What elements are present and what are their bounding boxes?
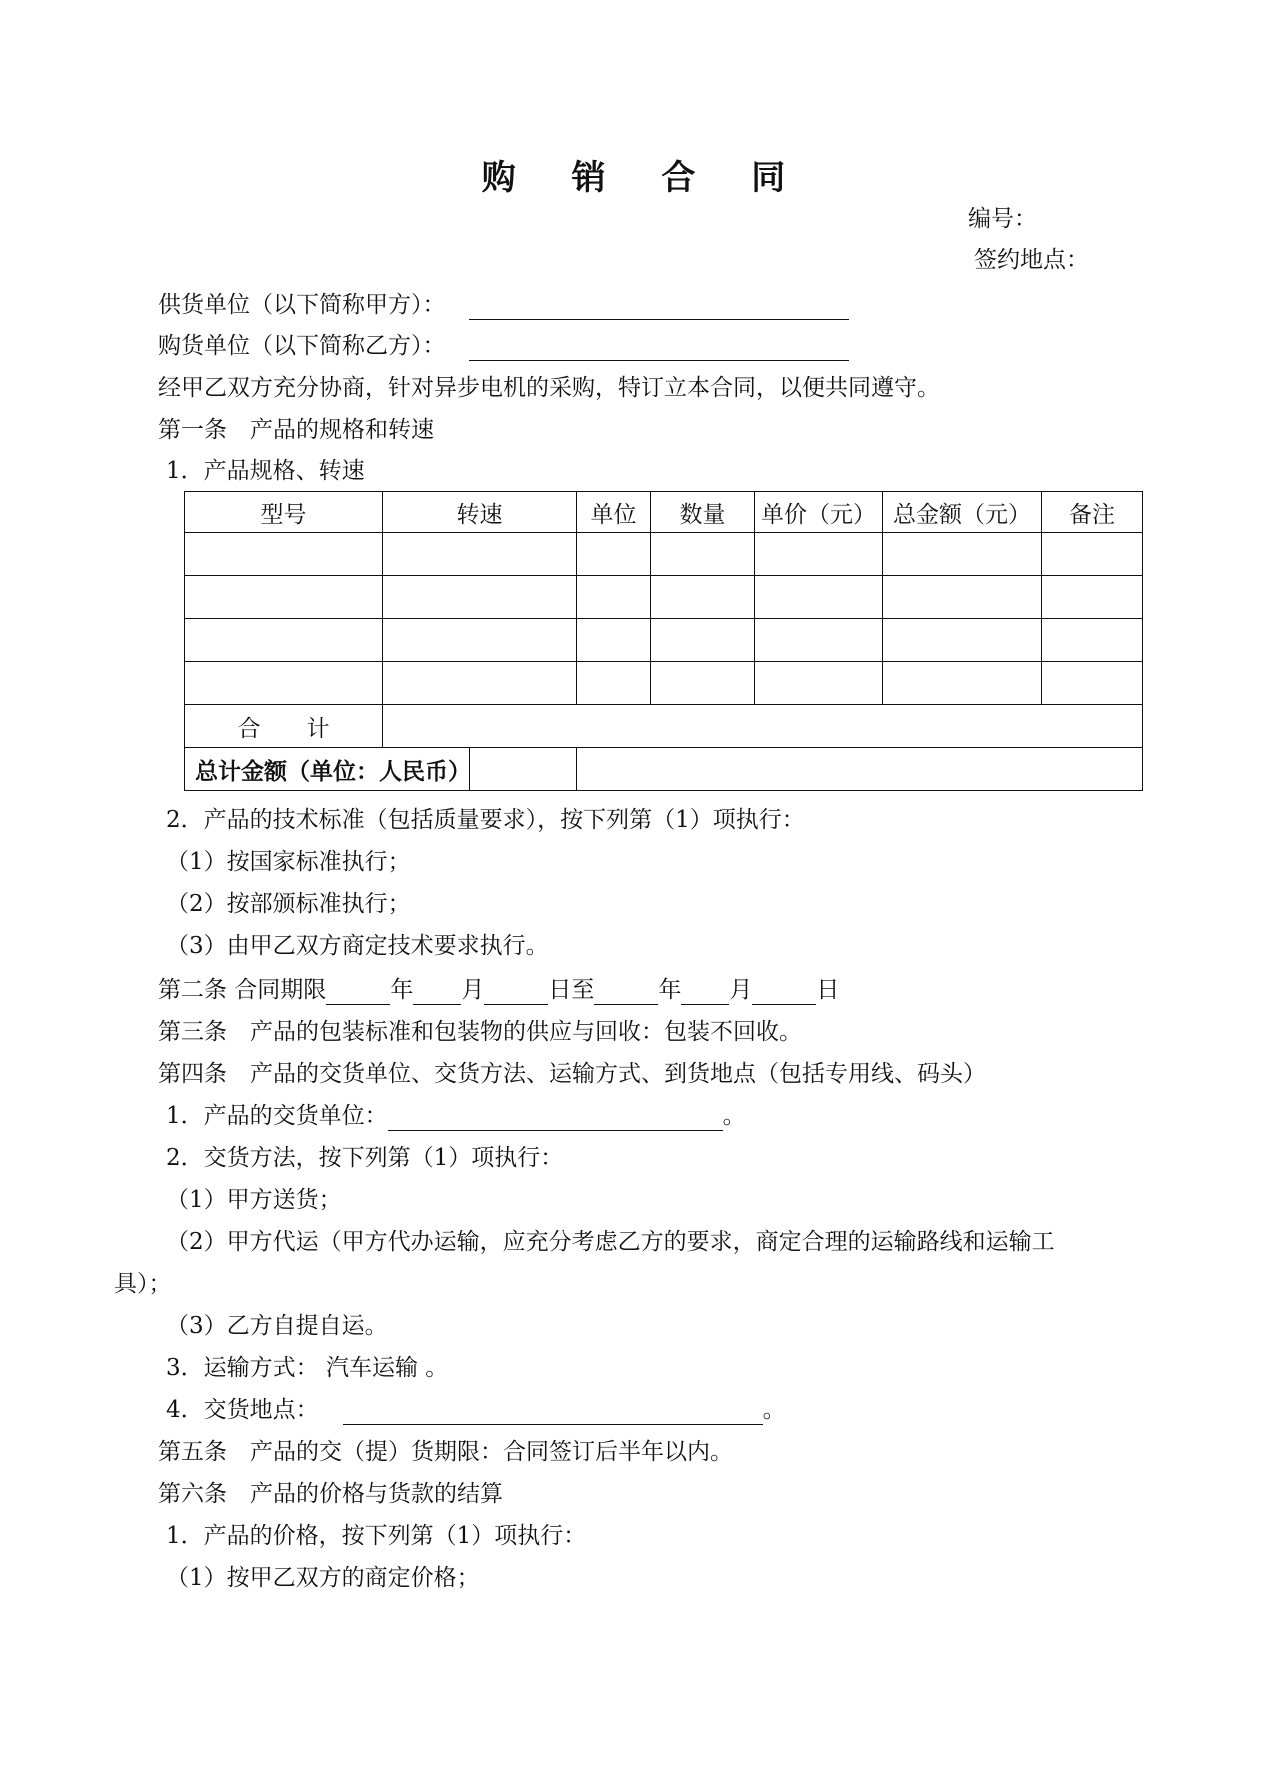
table-cell[interactable] — [883, 662, 1042, 705]
table-row — [185, 533, 1143, 576]
supplier-label: 供货单位（以下简称甲方）： — [158, 292, 446, 318]
contract-number-label: 编号： — [968, 206, 1037, 232]
col-header-quantity: 数量 — [651, 492, 755, 533]
standard-option-3: （3）由甲乙双方商定技术要求执行。 — [166, 933, 549, 959]
table-cell[interactable] — [1042, 662, 1143, 705]
table-row — [185, 576, 1143, 619]
table-cell[interactable] — [185, 533, 383, 576]
table-row — [185, 619, 1143, 662]
delivery-place-label: 4．交货地点： — [166, 1397, 319, 1423]
spec-table — [184, 491, 1143, 791]
year-label: 年 — [390, 977, 414, 1003]
buyer-label: 购货单位（以下简称乙方）： — [158, 333, 446, 359]
article3: 第三条 产品的包装标准和包装物的供应与回收：包装不回收。 — [158, 1019, 802, 1045]
delivery-option-1: （1）甲方送货； — [166, 1187, 342, 1213]
table-cell[interactable] — [1042, 619, 1143, 662]
subtotal-row — [185, 705, 1143, 748]
sign-place-label: 签约地点： — [974, 247, 1089, 273]
start-month-blank[interactable] — [413, 980, 461, 1005]
month-label: 月 — [461, 977, 485, 1003]
start-day-blank[interactable] — [484, 980, 548, 1005]
table-cell[interactable] — [383, 576, 577, 619]
table-cell[interactable] — [185, 619, 383, 662]
table-row — [185, 662, 1143, 705]
table-cell[interactable] — [755, 533, 883, 576]
delivery-option-3: （3）乙方自提自运。 — [166, 1313, 388, 1339]
table-cell[interactable] — [577, 619, 651, 662]
delivery-place-row — [166, 1395, 786, 1425]
table-header-row — [185, 492, 1143, 533]
col-header-unit: 单位 — [577, 492, 651, 533]
intro-paragraph: 经甲乙双方充分协商，针对异步电机的采购，特订立本合同，以便共同遵守。 — [158, 375, 940, 401]
price-option-1: （1）按甲乙双方的商定价格； — [166, 1565, 480, 1591]
article6-item1: 1．产品的价格，按下列第（1）项执行： — [166, 1523, 587, 1549]
table-cell[interactable] — [651, 662, 755, 705]
table-cell[interactable] — [185, 662, 383, 705]
article6-heading: 第六条 产品的价格与货款的结算 — [158, 1481, 503, 1507]
page-title: 购 销 合 同 — [481, 158, 808, 198]
table-cell[interactable] — [883, 619, 1042, 662]
delivery-option-2: （2）甲方代运（甲方代办运输，应充分考虑乙方的要求，商定合理的运输路线和运输工 — [166, 1229, 1055, 1255]
delivery-place-end: 。 — [762, 1397, 786, 1423]
table-cell[interactable] — [651, 533, 755, 576]
transport-method: 3．运输方式： 汽车运输 。 — [166, 1355, 449, 1381]
total-amount-value-cell[interactable] — [577, 748, 1143, 791]
day-label-2: 日 — [816, 977, 840, 1003]
article4-heading: 第四条 产品的交货单位、交货方法、运输方式、到货地点（包括专用线、码头） — [158, 1061, 986, 1087]
col-header-remarks: 备注 — [1042, 492, 1143, 533]
delivery-unit-row — [166, 1101, 746, 1131]
article4-item2: 2．交货方法，按下列第（1）项执行： — [166, 1145, 564, 1171]
end-day-blank[interactable] — [752, 980, 816, 1005]
table-cell[interactable] — [883, 576, 1042, 619]
article1-item1: 1．产品规格、转速 — [166, 458, 365, 484]
table-cell[interactable] — [383, 662, 577, 705]
table-cell[interactable] — [383, 533, 577, 576]
delivery-place-blank[interactable] — [343, 1400, 763, 1425]
table-cell[interactable] — [755, 662, 883, 705]
col-header-total-amount: 总金额（元） — [883, 492, 1042, 533]
table-cell[interactable] — [577, 662, 651, 705]
standard-option-1: （1）按国家标准执行； — [166, 849, 411, 875]
subtotal-value-cell[interactable] — [383, 705, 1143, 748]
col-header-model: 型号 — [185, 492, 383, 533]
end-year-blank[interactable] — [594, 980, 658, 1005]
table-cell[interactable] — [755, 619, 883, 662]
table-cell[interactable] — [651, 619, 755, 662]
month-label-2: 月 — [729, 977, 753, 1003]
table-cell[interactable] — [383, 619, 577, 662]
table-cell[interactable] — [755, 576, 883, 619]
article1-item2: 2．产品的技术标准（包括质量要求），按下列第（1）项执行： — [166, 807, 805, 833]
article5: 第五条 产品的交（提）货期限：合同签订后半年以内。 — [158, 1439, 733, 1465]
table-cell[interactable] — [1042, 533, 1143, 576]
table-cell[interactable] — [185, 576, 383, 619]
end-month-blank[interactable] — [681, 980, 729, 1005]
table-cell[interactable] — [577, 533, 651, 576]
buyer-blank[interactable] — [469, 336, 849, 361]
article2-period-row — [158, 975, 839, 1005]
col-header-unit-price: 单价（元） — [755, 492, 883, 533]
article2-prefix: 第二条 合同期限 — [158, 977, 327, 1003]
buyer-row — [158, 331, 849, 361]
supplier-blank[interactable] — [469, 295, 849, 320]
delivery-unit-end: 。 — [722, 1103, 746, 1129]
standard-option-2: （2）按部颁标准执行； — [166, 891, 411, 917]
total-amount-row-cell — [185, 748, 577, 791]
article1-heading: 第一条 产品的规格和转速 — [158, 417, 434, 443]
subtotal-label: 合 计 — [185, 705, 383, 748]
table-cell[interactable] — [651, 576, 755, 619]
delivery-option-2-cont: 具）； — [114, 1271, 172, 1297]
delivery-unit-blank[interactable] — [388, 1106, 723, 1131]
start-year-blank[interactable] — [326, 980, 390, 1005]
table-cell[interactable] — [883, 533, 1042, 576]
col-header-speed: 转速 — [383, 492, 577, 533]
table-cell[interactable] — [1042, 576, 1143, 619]
total-amount-value-part[interactable] — [470, 748, 576, 790]
total-amount-row — [185, 748, 1143, 791]
year-label-2: 年 — [658, 977, 682, 1003]
supplier-row — [158, 290, 849, 320]
total-amount-label: 总计金额（单位：人民币） — [185, 748, 470, 790]
day-to-label: 日至 — [548, 977, 595, 1003]
delivery-unit-label: 1．产品的交货单位： — [166, 1103, 388, 1129]
table-cell[interactable] — [577, 576, 651, 619]
